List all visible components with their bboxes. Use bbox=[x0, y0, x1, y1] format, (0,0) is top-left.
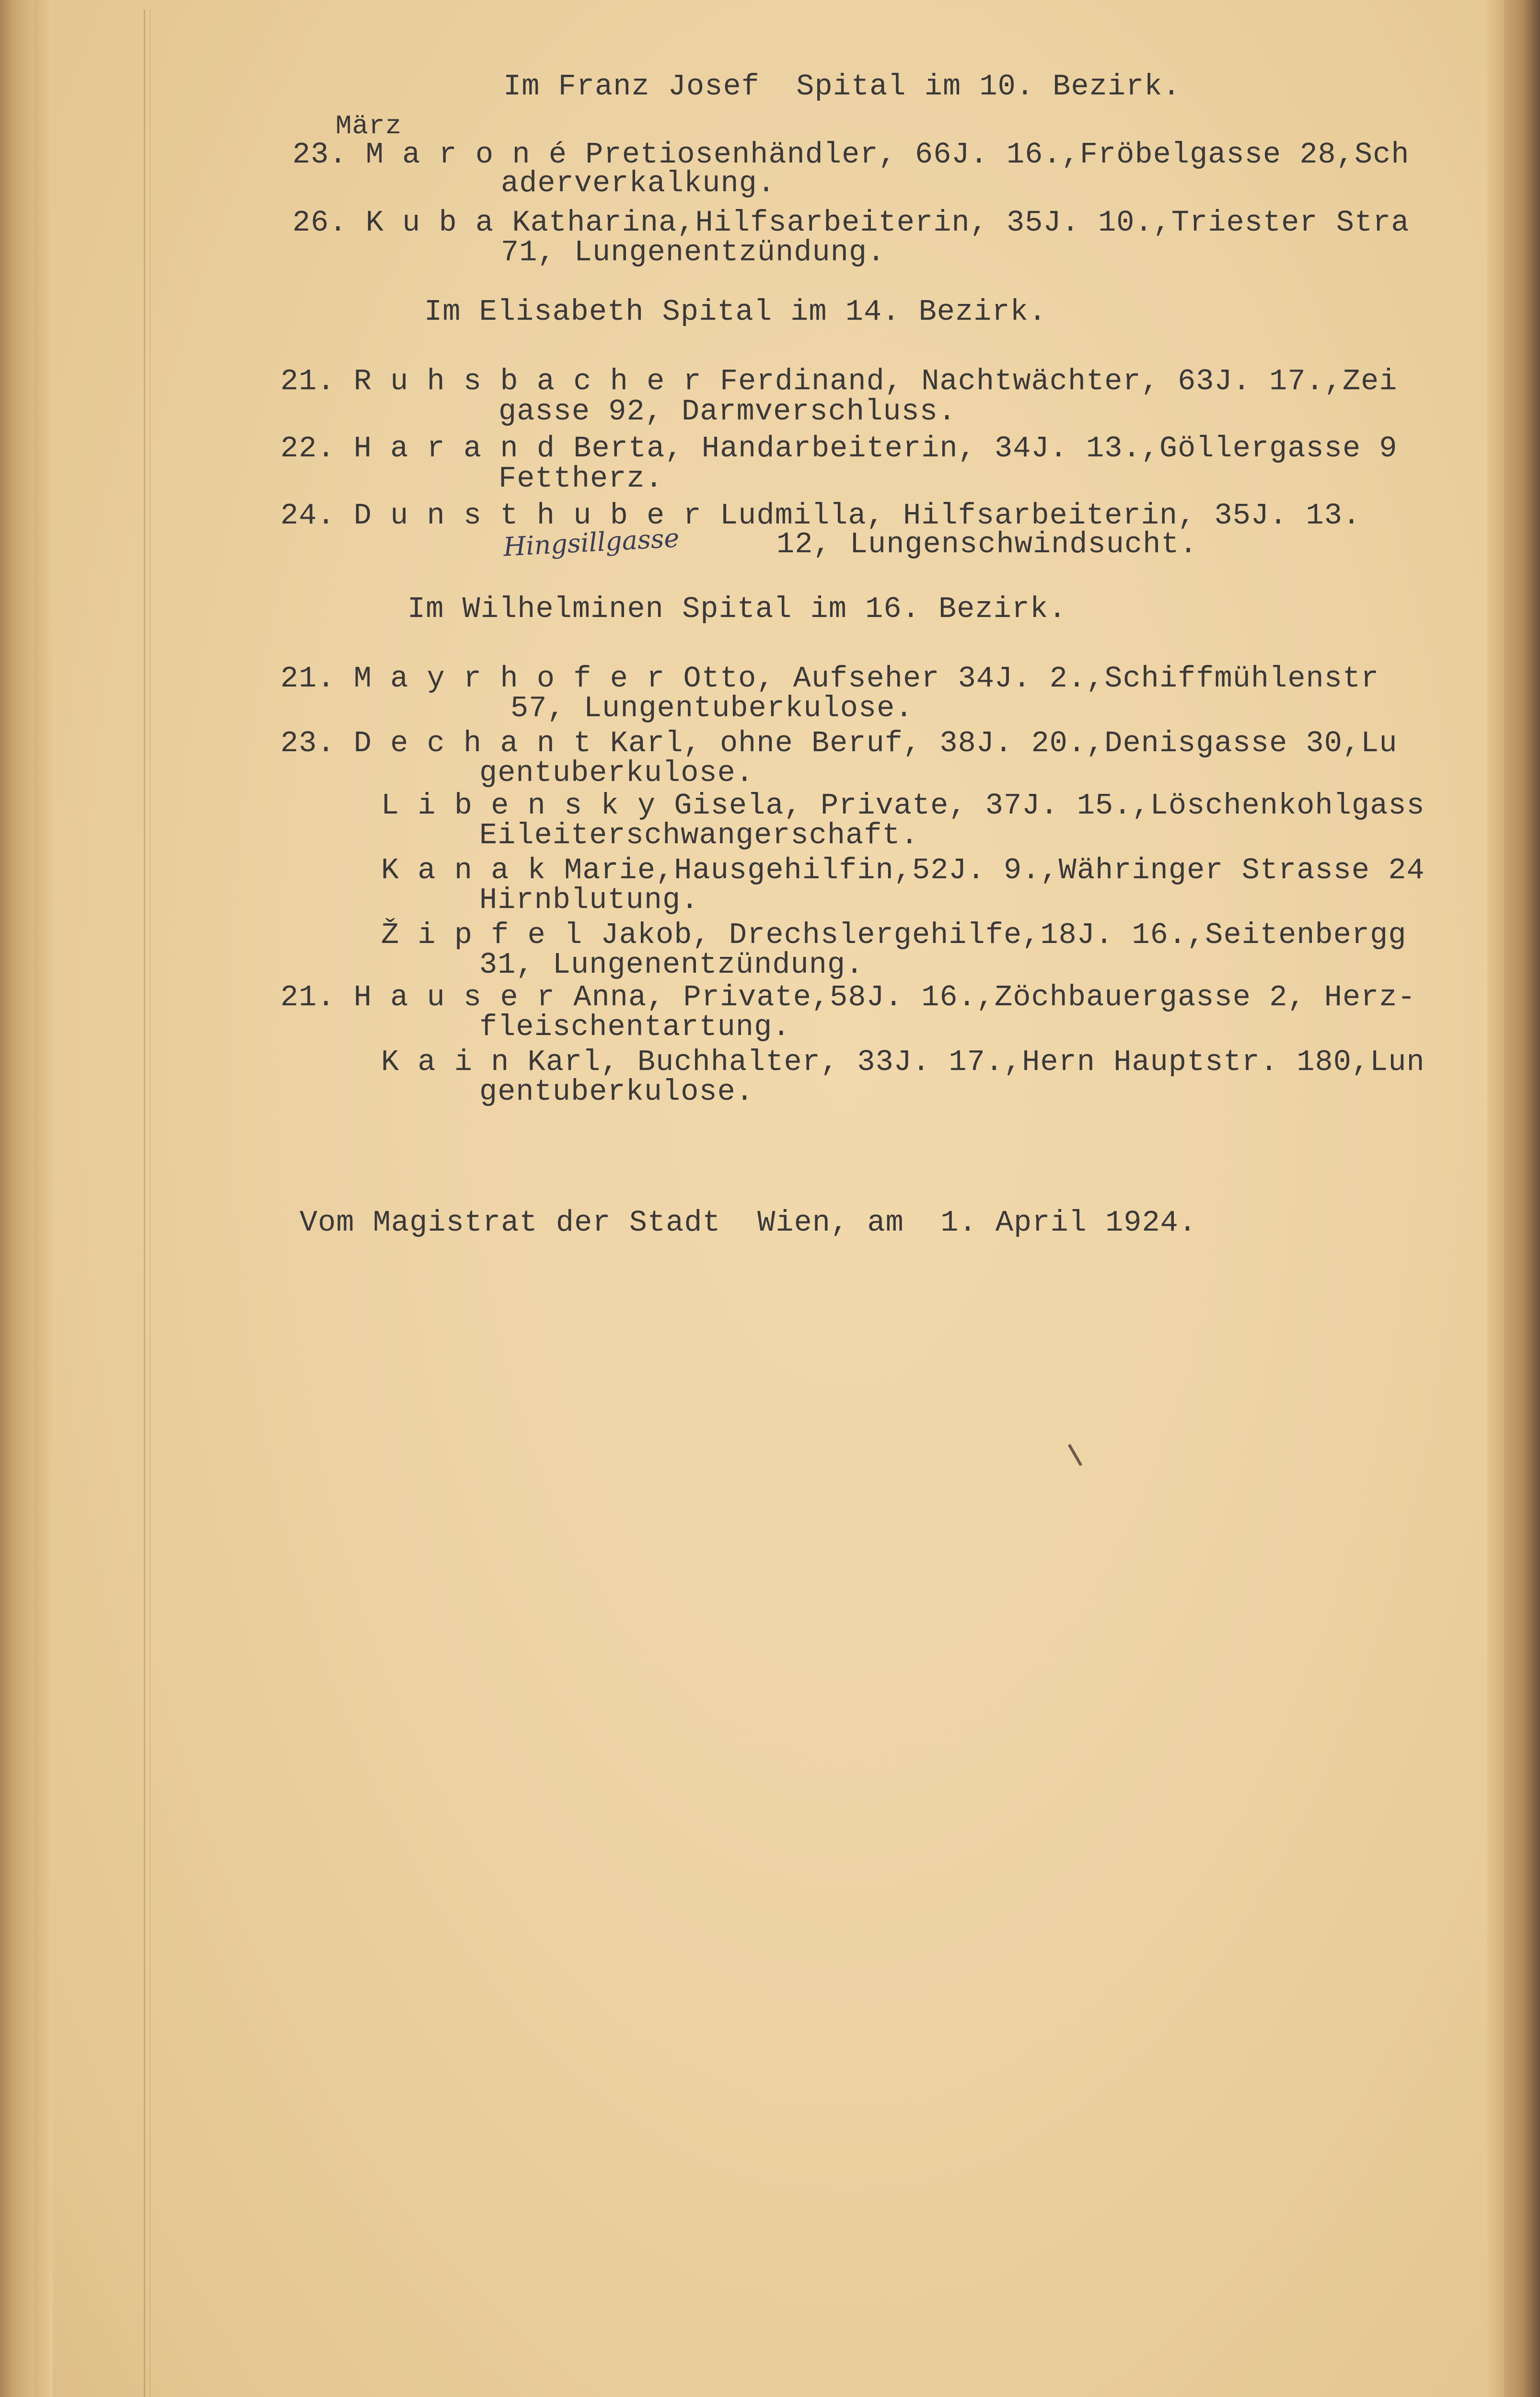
closing-statement: Vom Magistrat der Stadt Wien, am 1. April 1924. bbox=[300, 1206, 1197, 1240]
page-right-shadow bbox=[1487, 0, 1504, 2397]
entry-line: 21. H a u s e r Anna, Private,58J. 16.,Zöchbauergasse 2, Herz- bbox=[280, 980, 1416, 1014]
entry-line: 23. M a r o n é Pretiosenhändler, 66J. 16.,Fröbelgasse 28,Sch bbox=[292, 138, 1410, 172]
entry-line: K a i n Karl, Buchhalter, 33J. 17.,Hern Hauptstr. 180,Lun bbox=[381, 1045, 1425, 1079]
section-heading: Im Elisabeth Spital im 14. Bezirk. bbox=[424, 295, 1047, 329]
entry-line: 21. M a y r h o f e r Otto, Aufseher 34J. 2.,Schiffmühlenstr bbox=[280, 662, 1379, 696]
entry-line: aderverkalkung. bbox=[501, 166, 776, 200]
entry-line: K a n a k Marie,Hausgehilfin,52J. 9.,Währinger Strasse 24 bbox=[381, 853, 1425, 887]
entry-line: 57, Lungentuberkulose. bbox=[510, 691, 914, 725]
entry-line: 22. H a r a n d Berta, Handarbeiterin, 34J. 13.,Göllergasse 9 bbox=[280, 431, 1398, 465]
entry-line: Ž i p f e l Jakob, Drechslergehilfe,18J. 16.,Seitenbergg bbox=[381, 918, 1407, 952]
entry-line: Hirnblutung. bbox=[479, 883, 699, 917]
entry-line: 26. K u b a Katharina,Hilfsarbeiterin, 35J. 10.,Triester Stra bbox=[292, 206, 1410, 240]
handwritten-annotation: Hingsillgasse bbox=[502, 523, 680, 562]
ink-mark bbox=[1068, 1444, 1082, 1466]
entry-line: gentuberkulose. bbox=[479, 756, 754, 790]
month-note: März bbox=[336, 111, 402, 141]
entry-line: Fettherz. bbox=[498, 462, 663, 496]
entry-line: 24. D u n s t h u b e r Ludmilla, Hilfsarbeiterin, 35J. 13. bbox=[280, 499, 1361, 533]
entry-line: 71, Lungenentzündung. bbox=[501, 235, 886, 269]
entry-line: fleischentartung. bbox=[479, 1010, 791, 1044]
entry-line: 31, Lungenentzündung. bbox=[479, 948, 864, 982]
page-left-shadow bbox=[34, 0, 53, 2397]
page-fore-edge bbox=[1504, 0, 1540, 2397]
section-heading: Im Franz Josef Spital im 10. Bezirk. bbox=[503, 70, 1181, 104]
entry-line: L i b e n s k y Gisela, Private, 37J. 15.,Löschenkohlgass bbox=[381, 789, 1425, 823]
margin-rule-inner bbox=[150, 10, 151, 2397]
margin-rule bbox=[144, 10, 145, 2397]
entry-line: gasse 92, Darmverschluss. bbox=[498, 395, 957, 429]
entry-line: 12, Lungenschwindsucht. bbox=[776, 527, 1198, 561]
entry-line: Eileiterschwangerschaft. bbox=[479, 818, 919, 852]
entry-line: 21. R u h s b a c h e r Ferdinand, Nachtwächter, 63J. 17.,Zei bbox=[280, 364, 1398, 398]
section-heading: Im Wilhelminen Spital im 16. Bezirk. bbox=[407, 592, 1067, 626]
entry-line: 23. D e c h a n t Karl, ohne Beruf, 38J. 20.,Denisgasse 30,Lu bbox=[280, 726, 1398, 760]
entry-line: gentuberkulose. bbox=[479, 1075, 754, 1109]
page-binding-edge bbox=[0, 0, 34, 2397]
